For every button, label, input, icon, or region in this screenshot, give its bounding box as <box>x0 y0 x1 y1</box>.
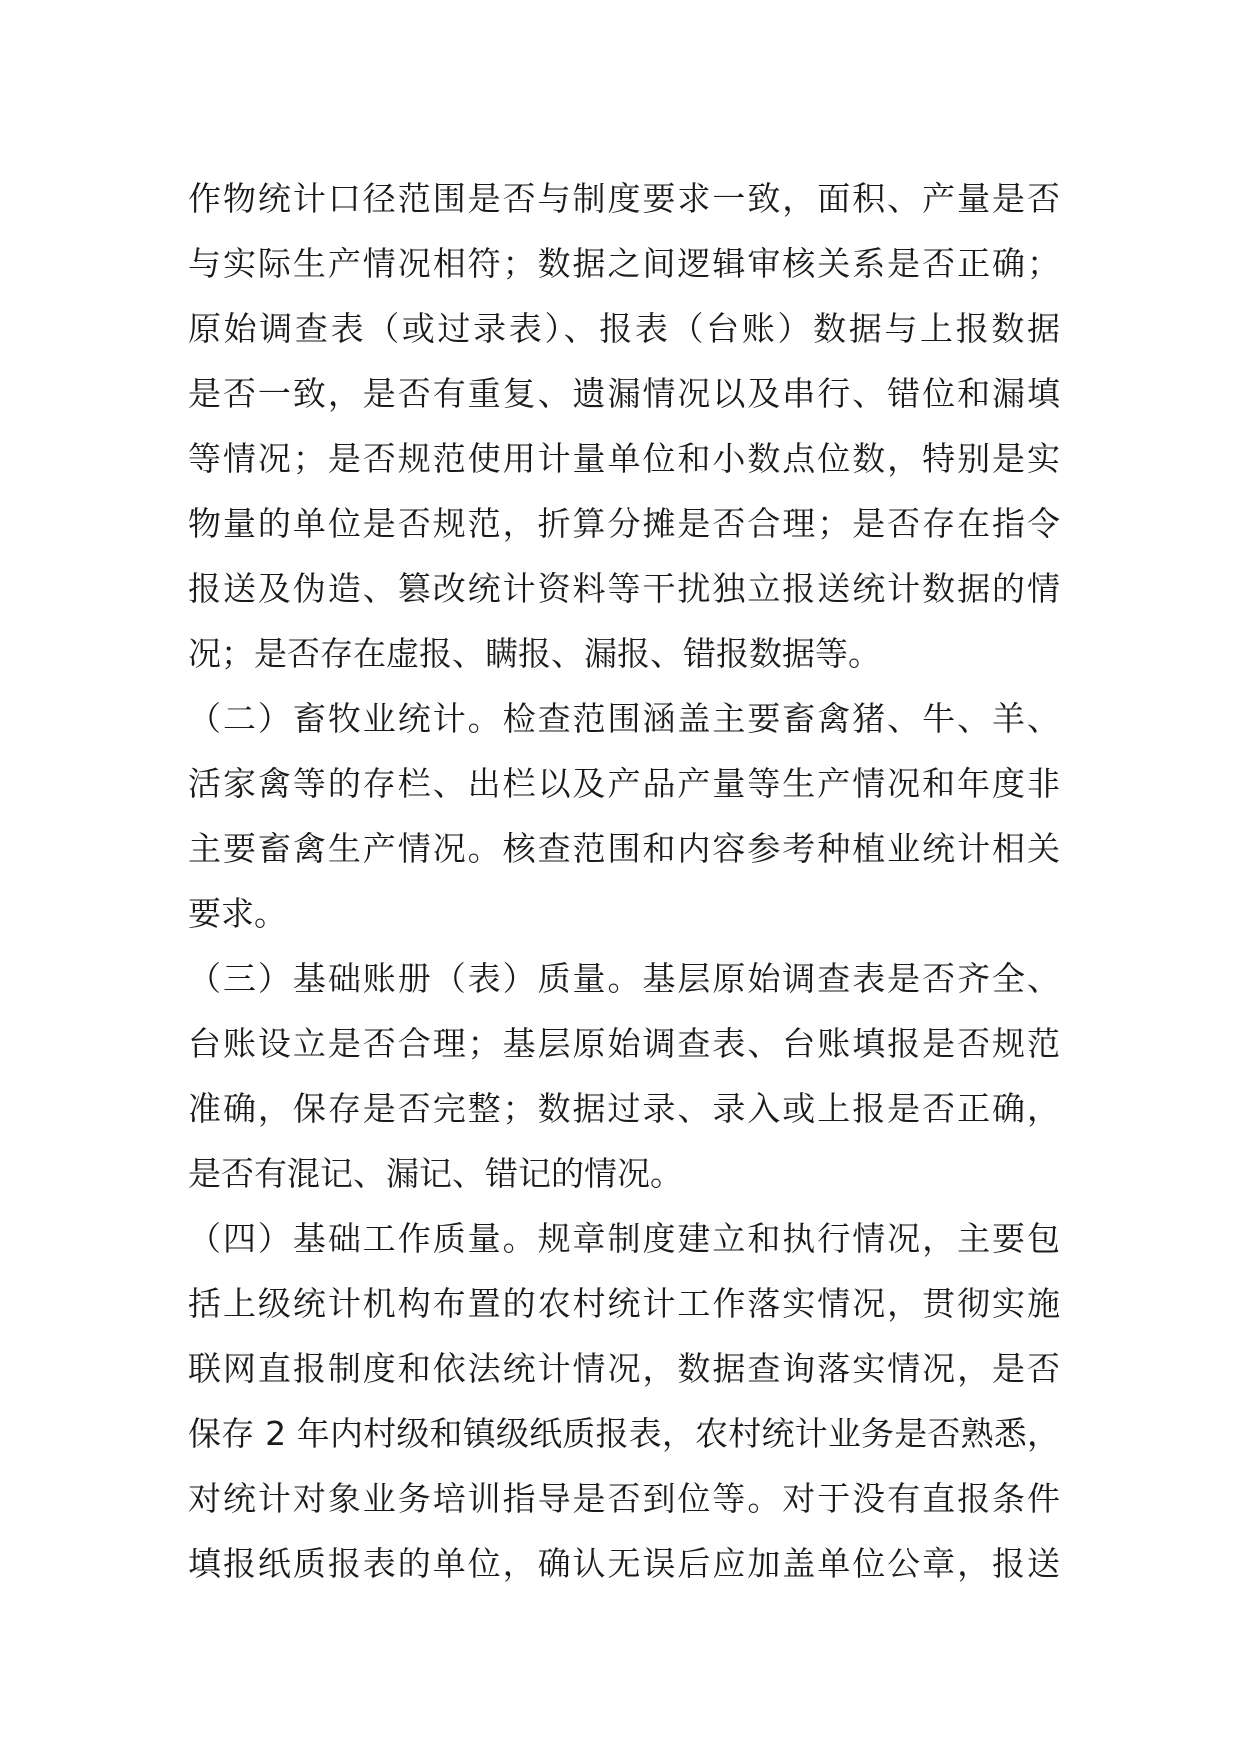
text-line-6: 物量的单位是否规范，折算分摊是否合理；是否存在指令 <box>188 504 1060 543</box>
text-line-12: 要求。 <box>188 894 287 933</box>
text-line-14: 台账设立是否合理；基层原始调查表、台账填报是否规范 <box>188 1024 1060 1063</box>
text-line-20: 保存 2 年内村级和镇级纸质报表，农村统计业务是否熟悉， <box>188 1414 1060 1453</box>
text-line-3: 原始调查表（或过录表）、报表（台账）数据与上报数据 <box>188 309 1060 348</box>
text-line-9: （二）畜牧业统计。检查范围涵盖主要畜禽猪、牛、羊、 <box>188 699 1060 738</box>
text-line-16: 是否有混记、漏记、错记的情况。 <box>188 1154 683 1193</box>
text-line-10: 活家禽等的存栏、出栏以及产品产量等生产情况和年度非 <box>188 764 1060 803</box>
text-line-8: 况；是否存在虚报、瞒报、漏报、错报数据等。 <box>188 634 881 673</box>
text-line-1: 作物统计口径范围是否与制度要求一致，面积、产量是否 <box>188 179 1060 218</box>
text-line-19: 联网直报制度和依法统计情况，数据查询落实情况，是否 <box>188 1349 1060 1388</box>
text-line-15: 准确，保存是否完整；数据过录、录入或上报是否正确， <box>188 1089 1060 1128</box>
text-line-7: 报送及伪造、篡改统计资料等干扰独立报送统计数据的情 <box>188 569 1060 608</box>
text-line-13: （三）基础账册（表）质量。基层原始调查表是否齐全、 <box>188 959 1060 998</box>
text-line-5: 等情况；是否规范使用计量单位和小数点位数，特别是实 <box>188 439 1060 478</box>
text-line-17: （四）基础工作质量。规章制度建立和执行情况，主要包 <box>188 1219 1060 1258</box>
text-line-22: 填报纸质报表的单位，确认无误后应加盖单位公章，报送 <box>188 1544 1060 1583</box>
body-text <box>188 166 1060 1596</box>
text-line-4: 是否一致，是否有重复、遗漏情况以及串行、错位和漏填 <box>188 374 1060 413</box>
text-line-11: 主要畜禽生产情况。核查范围和内容参考种植业统计相关 <box>188 829 1060 868</box>
text-line-21: 对统计对象业务培训指导是否到位等。对于没有直报条件 <box>188 1479 1060 1518</box>
text-line-18: 括上级统计机构布置的农村统计工作落实情况，贯彻实施 <box>188 1284 1060 1323</box>
text-line-2: 与实际生产情况相符；数据之间逻辑审核关系是否正确； <box>188 244 1060 283</box>
